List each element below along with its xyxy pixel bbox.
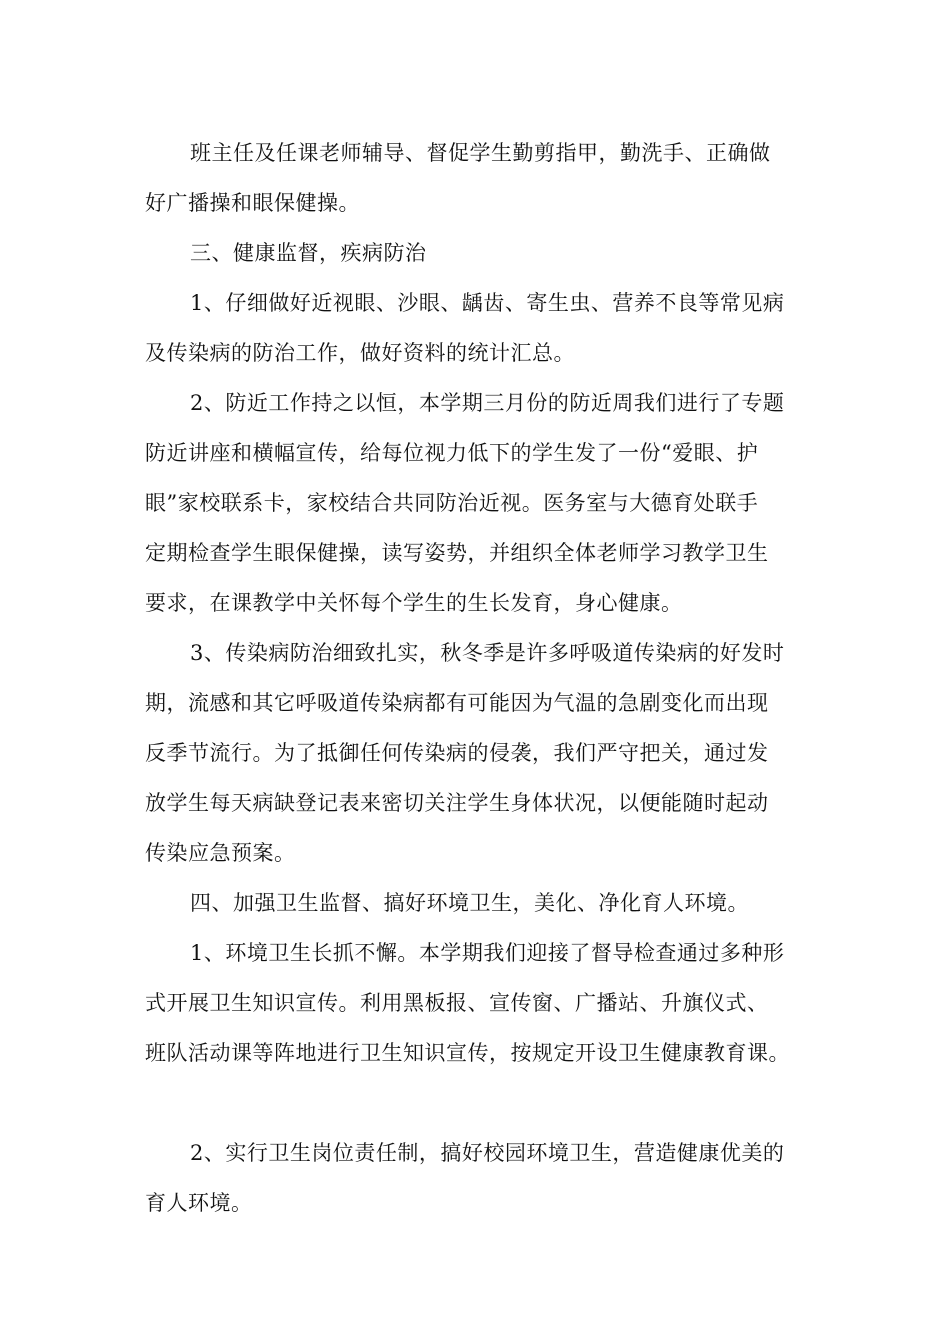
text-line: 1、仔细做好近视眼、沙眼、龋齿、寄生虫、营养不良等常见病 — [190, 291, 785, 315]
text-line: 育人环境。 — [145, 1191, 253, 1215]
text-line: 班队活动课等阵地进行卫生知识宣传，按规定开设卫生健康教育课。 — [145, 1041, 790, 1065]
text-line: 定期检查学生眼保健操，读写姿势，并组织全体老师学习教学卫生 — [145, 541, 769, 565]
text-line: 要求，在课教学中关怀每个学生的生长发育，身心健康。 — [145, 591, 683, 615]
section-heading: 四、加强卫生监督、搞好环境卫生，美化、净化育人环境。 — [190, 891, 749, 915]
text-line: 式开展卫生知识宣传。利用黑板报、宣传窗、广播站、升旗仪式、 — [145, 991, 769, 1015]
text-line: 眼”家校联系卡，家校结合共同防治近视。医务室与大德育处联手 — [145, 491, 759, 515]
text-line: 1、环境卫生长抓不懈。本学期我们迎接了督导检查通过多种形 — [190, 941, 785, 965]
text-line: 及传染病的防治工作，做好资料的统计汇总。 — [145, 341, 575, 365]
text-line: 2、实行卫生岗位责任制，搞好校园环境卫生，营造健康优美的 — [190, 1141, 785, 1165]
text-line: 3、传染病防治细致扎实，秋冬季是许多呼吸道传染病的好发时 — [190, 641, 785, 665]
text-line: 反季节流行。为了抵御任何传染病的侵袭，我们严守把关，通过发 — [145, 741, 769, 765]
text-line: 放学生每天病缺登记表来密切关注学生身体状况，以便能随时起动 — [145, 791, 769, 815]
text-line: 好广播操和眼保健操。 — [145, 191, 360, 215]
section-heading: 三、健康监督，疾病防治 — [190, 241, 427, 265]
text-line: 防近讲座和横幅宣传，给每位视力低下的学生发了一份“爱眼、护 — [145, 441, 759, 465]
text-line: 传染应急预案。 — [145, 841, 296, 865]
text-line: 2、防近工作持之以恒，本学期三月份的防近周我们进行了专题 — [190, 391, 785, 415]
text-line: 期，流感和其它呼吸道传染病都有可能因为气温的急剧变化而出现 — [145, 691, 769, 715]
text-line: 班主任及任课老师辅导、督促学生勤剪指甲，勤洗手、正确做 — [190, 141, 771, 165]
